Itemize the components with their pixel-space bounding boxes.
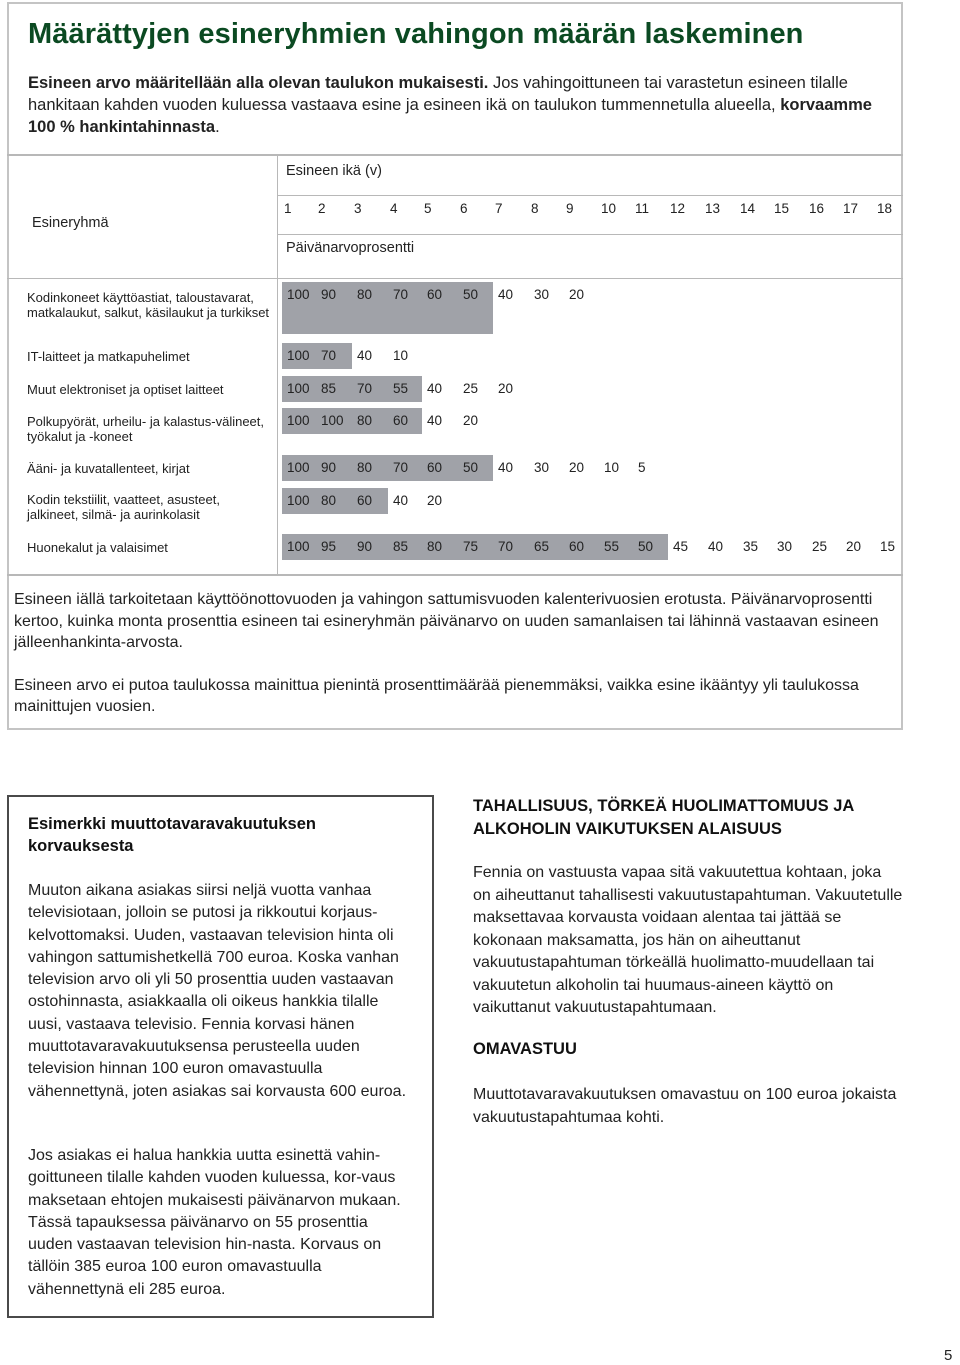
page-title: Määrättyjen esineryhmien vahingon määrän laskeminen [28,18,804,50]
table-cell: 25 [812,539,828,554]
table-cell: 100 [282,408,316,434]
table-cell: 100 [282,534,316,560]
table-cell: 85 [388,534,422,560]
table-cell: 20 [846,539,862,554]
table-cell: 80 [352,408,388,434]
year-header: 11 [635,201,650,216]
year-header: 2 [318,201,326,216]
year-header: 1 [284,201,292,216]
intro-paragraph [28,72,888,138]
table-header-rule-1 [277,195,903,196]
year-header: 8 [531,201,539,216]
table-cell: 80 [316,488,352,514]
age-header: Esineen ikä (v) [286,163,382,179]
table-cell: 70 [388,282,422,334]
table-cell: 85 [316,376,352,402]
notes-paragraph-2: Esineen arvo ei putoa taulukossa mainittua pienintä prosenttimäärää pienemmäksi, vaikka esine ikääntyy yli taulukossa mainittujen vuosien. [14,676,859,715]
example-title: Esimerkki muuttotavaravakuutuksen korvauksesta [28,815,316,855]
table-cell: 20 [569,287,585,302]
year-header: 17 [843,201,859,216]
table-cell: 75 [458,534,493,560]
table-cell: 60 [352,488,388,514]
table-cell: 30 [777,539,793,554]
table-header-rule-2 [277,234,903,235]
notes-paragraph-1: Esineen iällä tarkoitetaan käyttöönottovuoden ja vahingon sattumisvuoden kalenterivuosien erotusta. Päivänarvoprosentti kertoo, kuinka monta prosenttia esineen tai esineryhmän päivänarvo on uuden samanlaisen tai lähinnä vastaavan esineen jälleenhankinta-arvosta. [14,591,879,651]
table-cell: 50 [458,282,493,334]
table-cell: 50 [458,455,493,481]
year-header: 18 [877,201,893,216]
table-cell: 40 [357,348,373,363]
table-cell: 60 [422,455,458,481]
intent-heading: TAHALLISUUS, TÖRKEÄ HUOLIMATTOMUUS JA ALKOHOLIN VAIKUTUKSEN ALAISUUS [473,797,854,838]
table-cell: 25 [463,381,479,396]
year-header: 7 [495,201,503,216]
depreciation-table [7,154,903,576]
table-cell: 90 [352,534,388,560]
table-cell: 60 [564,534,599,560]
table-cell: 100 [316,408,352,434]
table-cell: 40 [427,413,443,428]
example-paragraph-1: Muuton aikana asiakas siirsi neljä vuotta vanhaa televisiotaan, jolloin se putosi ja rikkoutui korjaus-kelvottomaksi. Uuden, vastaavan television hinta oli vahingon sattumishetkellä 700 euroa. Koska vanhan television arvo oli yli 50 prosenttia uuden vastaavan ostohinnasta, asiakkaalla oli oikeus hankkia tilalle uusi, vastaava televisio. Fennia korvasi hänen muuttotavaravakuutuksensa perusteella uuden television hinnan 100 euron omavastuulla vähennettynä, joten asiakas sai korvausta 600 euroa. [28,882,407,1100]
table-cell: 90 [316,455,352,481]
table-cell: 45 [673,539,689,554]
year-header: 6 [460,201,468,216]
table-header-rule-3 [7,278,903,279]
table-cell: 20 [569,460,585,475]
table-cell: 65 [529,534,564,560]
table-cell: 10 [393,348,409,363]
row-label: Huonekalut ja valaisimet [27,540,168,555]
page-number: 5 [944,1347,953,1364]
table-cell: 70 [493,534,529,560]
table-cell: 35 [743,539,759,554]
notes-section [14,589,894,739]
table-top-rule [7,154,903,156]
table-cell: 70 [316,343,352,369]
depreciation-header: Päivänarvoprosentti [286,240,415,256]
table-bottom-rule [7,574,903,576]
row-label: Ääni- ja kuvatallenteet, kirjat [27,461,190,476]
table-cell: 30 [534,460,550,475]
deductible-paragraph: Muuttotavaravakuutuksen omavastuu on 100 euroa jokaista vakuutustapahtumaa kohti. [473,1086,897,1126]
intro-bold-start: Esineen arvo määritellään alla olevan taulukon mukaisesti. [28,74,489,92]
table-cell: 10 [604,460,620,475]
table-cell: 80 [352,455,388,481]
year-header: 13 [705,201,721,216]
table-cell: 70 [388,455,422,481]
table-cell: 20 [498,381,514,396]
example-paragraph-2: Jos asiakas ei halua hankkia uutta esinettä vahin-goittuneen tilalle kahden vuoden kuluessa, kor-vaus maksetaan ehtojen mukaisesti päivänarvon mukaan. Tässä tapauksessa päivänarvo on 55 prosenttia uuden vastaavan television hin-nasta. Korvaus on tällöin 385 euroa 100 euron omavastuulla vähennettynä eli 285 euroa. [28,1147,401,1298]
intro-middle: Jos vahingoittuneen tai varastetun esineen tilalle hankitaan kahden vuoden kuluessa vastaava esine ja esineen ikä on taulukon tummennetulla alueella, [28,74,848,114]
row-label: Muut elektroniset ja optiset laitteet [27,382,224,397]
table-cell: 100 [282,488,316,514]
table-cell: 20 [463,413,479,428]
table-cell: 100 [282,343,316,369]
table-cell: 100 [282,282,316,334]
table-cell: 40 [393,493,409,508]
table-cell: 30 [534,287,550,302]
row-label: Kodinkoneet käyttöastiat, taloustavarat, matkalaukut, salkut, käsilaukut ja turkikset [27,290,270,320]
year-header: 5 [424,201,432,216]
row-label: IT-laitteet ja matkapuhelimet [27,349,190,364]
table-cell: 55 [599,534,633,560]
year-header: 9 [566,201,574,216]
table-cell: 15 [880,539,896,554]
table-cell: 40 [427,381,443,396]
table-cell: 95 [316,534,352,560]
row-label: Polkupyörät, urheilu- ja kalastus-välineet, työkalut ja -koneet [27,414,265,444]
table-cell: 80 [352,282,388,334]
year-header: 10 [601,201,617,216]
table-cell: 80 [422,534,458,560]
table-cell: 20 [427,493,443,508]
table-cell: 5 [638,460,646,475]
table-cell: 40 [708,539,724,554]
table-cell: 70 [352,376,388,402]
table-cell: 55 [388,376,422,402]
deductible-heading: OMAVASTUU [473,1040,577,1058]
year-header: 16 [809,201,825,216]
intro-end: . [215,118,220,136]
intent-paragraph: Fennia on vastuusta vapaa sitä vakuutettua kohtaan, joka on aiheuttanut tahallisesti vakuutustapahtuman. Vakuutetulle maksettavaa korvausta voidaan alentaa tai jättää se kokonaan maksamatta, jos hän on aiheuttanut vakuutustapahtuman törkeällä huolimatto-muudellaan tai vakuutetun alkoholin tai huumaus-aineen käyttö on vaikuttanut vakuutustapahtumaan. [473,864,903,1016]
table-cell: 90 [316,282,352,334]
table-column-divider [277,154,278,576]
year-header: 4 [390,201,398,216]
year-header: 14 [740,201,756,216]
table-cell: 100 [282,455,316,481]
table-cell: 60 [422,282,458,334]
intro-bold-end: korvaamme 100 % hankintahinnasta [28,96,872,136]
year-header: 15 [774,201,790,216]
table-cell: 40 [498,287,514,302]
group-header: Esineryhmä [32,215,109,231]
table-cell: 60 [388,408,422,434]
table-cell: 40 [498,460,514,475]
table-cell: 50 [633,534,668,560]
year-header: 3 [354,201,362,216]
row-label: Kodin tekstiilit, vaatteet, asusteet, jalkineet, silmä- ja aurinkolasit [27,492,220,522]
year-header: 12 [670,201,686,216]
table-cell: 100 [282,376,316,402]
